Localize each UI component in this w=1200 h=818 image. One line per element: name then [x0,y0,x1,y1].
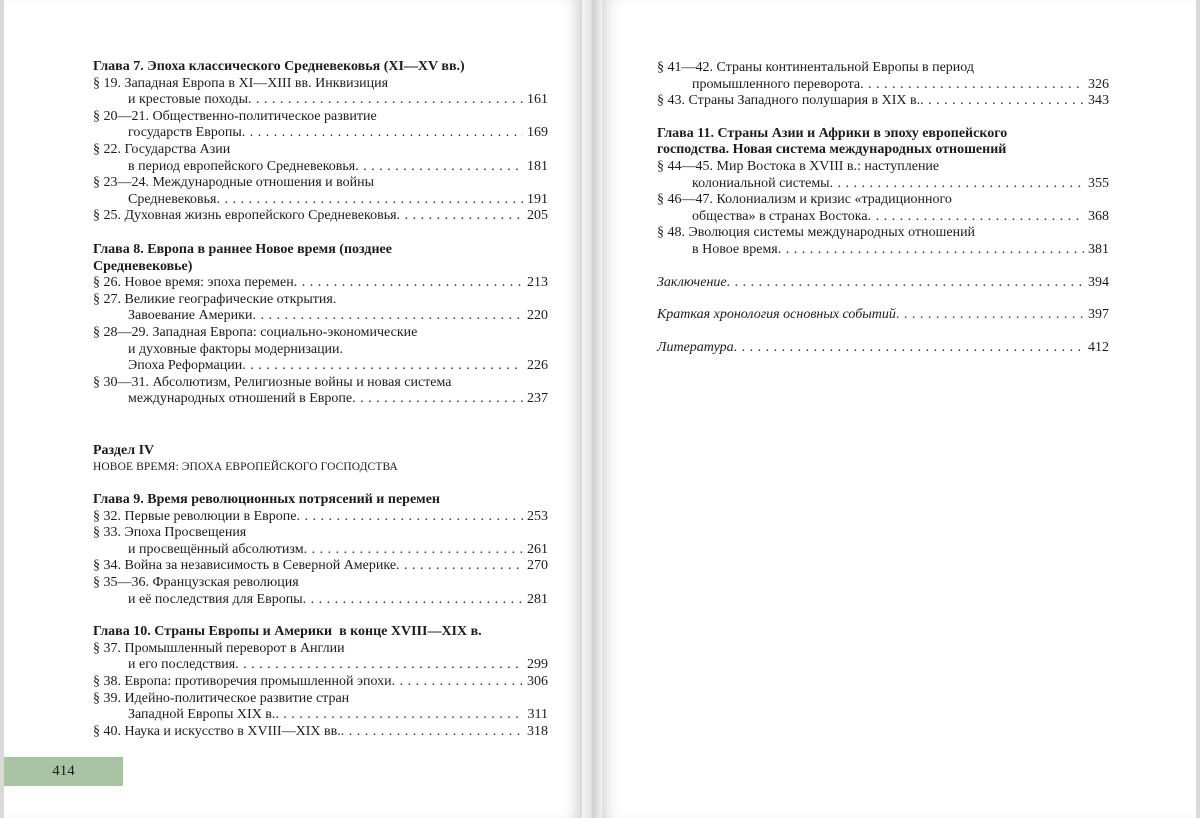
toc-entry-44-45[interactable]: § 44—45. Мир Востока в XVIII в.: наступление колониальной системы . . . 355 [657,159,1109,192]
toc-entry-39[interactable]: § 39. Идейно-политическое развитие стран Западной Европы XIX в. . . . 311 [93,691,548,724]
page-ref: 412 [1088,339,1109,355]
page-ref: 220 [527,308,548,324]
toc-entry-43[interactable]: § 43. Страны Западного полушария в XIX в. . . . 343 [657,93,1109,110]
page-ref: 299 [527,657,548,673]
toc-entry-27[interactable]: § 27. Великие географические открытия. Завоевание Америки . . . 220 [93,292,548,325]
toc-entry-37[interactable]: § 37. Промышленный переворот в Англии и его последствия . . . 299 [93,641,548,674]
toc-entry-48[interactable]: § 48. Эволюция системы международных отношений в Новое время . . . 381 [657,225,1109,258]
page-ref: 270 [527,558,548,574]
page-ref: 381 [1088,241,1109,257]
page-ref: 281 [527,591,548,607]
toc-entry-33[interactable]: § 33. Эпоха Просвещения и просвещённый абсолютизм . . . 261 [93,525,548,558]
page-ref: 213 [527,275,548,291]
page-ref: 226 [527,358,548,374]
toc-entry-34[interactable]: § 34. Война за независимость в Северной Америке . . . 270 [93,558,548,575]
toc-entry-23-24[interactable]: § 23—24. Международные отношения и войны Средневековья . . . 191 [93,175,548,208]
toc-entry-46-47[interactable]: § 46—47. Колониализм и кризис «традиционного общества» в странах Востока . . . 368 [657,192,1109,225]
chapter-11-title: Глава 11. Страны Азии и Африки в эпоху европейского господства. Новая система международных отношений [657,125,1008,158]
toc-entry-32[interactable]: § 32. Первые революции в Европе . . . 253 [93,509,548,526]
book-gutter [582,0,602,818]
page-number: 414 [4,757,123,786]
toc-entry-41-42[interactable]: § 41—42. Страны континентальной Европы в период промышленного переворота . . . 326 [657,60,1109,93]
page-ref: 253 [527,508,548,524]
page-ref: 237 [527,391,548,407]
section-4-title: Раздел IV [93,442,155,458]
page-ref: 343 [1088,93,1109,109]
page-ref: 161 [527,92,548,108]
chapter-8-title: Глава 8. Европа в раннее Новое время (позднее Средневековье) [93,241,392,274]
page-ref: 205 [527,208,548,224]
toc-entry-30-31[interactable]: § 30—31. Абсолютизм, Религиозные войны и новая система международных отношений в Европе . . . 237 [93,375,548,408]
toc-entry-chronology[interactable]: Краткая хронология основных событий . . . 397 [657,307,1109,324]
page-ref: 326 [1088,76,1109,92]
page-ref: 394 [1088,274,1109,290]
toc-entry-40[interactable]: § 40. Наука и искусство в XVIII—XIX вв. . . . 318 [93,724,548,741]
page-ref: 169 [527,125,548,141]
toc-entry-25[interactable]: § 25. Духовная жизнь европейского Средневековья . . . 205 [93,208,548,225]
page-ref: 397 [1088,307,1109,323]
toc-entry-28-29[interactable]: § 28—29. Западная Европа: социально-экономические и духовные факторы модернизации. Эпоха Реформации . . . 226 [93,325,548,375]
page-ref: 191 [527,191,548,207]
page-ref: 368 [1088,208,1109,224]
toc-entry-38[interactable]: § 38. Европа: противоречия промышленной эпохи . . . 306 [93,674,548,691]
toc-left-column [93,59,548,740]
page-ref: 306 [527,674,548,689]
chapter-9-title: Глава 9. Время революционных потрясений и перемен [93,492,440,508]
toc-entry-conclusion[interactable]: Заключение . . . 394 [657,275,1109,292]
chapter-7-title: Глава 7. Эпоха классического Средневековья (XI—XV вв.) [93,59,465,74]
toc-entry-literature[interactable]: Литература . . . 412 [657,340,1109,357]
page-ref: 318 [527,723,548,739]
page-ref: 261 [527,541,548,557]
section-4-subtitle: НОВОЕ ВРЕМЯ: ЭПОХА ЕВРОПЕЙСКОГО ГОСПОДСТВА [93,461,398,474]
right-page [602,0,1196,818]
page-ref: 181 [527,158,548,174]
chapter-10-title: Глава 10. Страны Европы и Америки в конце XVIII—XIX в. [93,624,482,640]
toc-entry-22[interactable]: § 22. Государства Азии в период европейского Средневековья . . . 181 [93,142,548,175]
toc-entry-26[interactable]: § 26. Новое время: эпоха перемен . . . 213 [93,275,548,292]
page-ref: 311 [527,707,548,723]
toc-entry-20-21[interactable]: § 20—21. Общественно-политическое развитие государств Европы . . . 169 [93,109,548,142]
toc-entry-19[interactable]: § 19. Западная Европа в XI—XIII вв. Инквизиция и крестовые походы . . . 161 [93,76,548,109]
toc-right-column [657,60,1109,356]
left-page [4,0,582,818]
page-ref: 355 [1088,175,1109,191]
toc-entry-35-36[interactable]: § 35—36. Французская революция и её последствия для Европы . . . 281 [93,575,548,608]
